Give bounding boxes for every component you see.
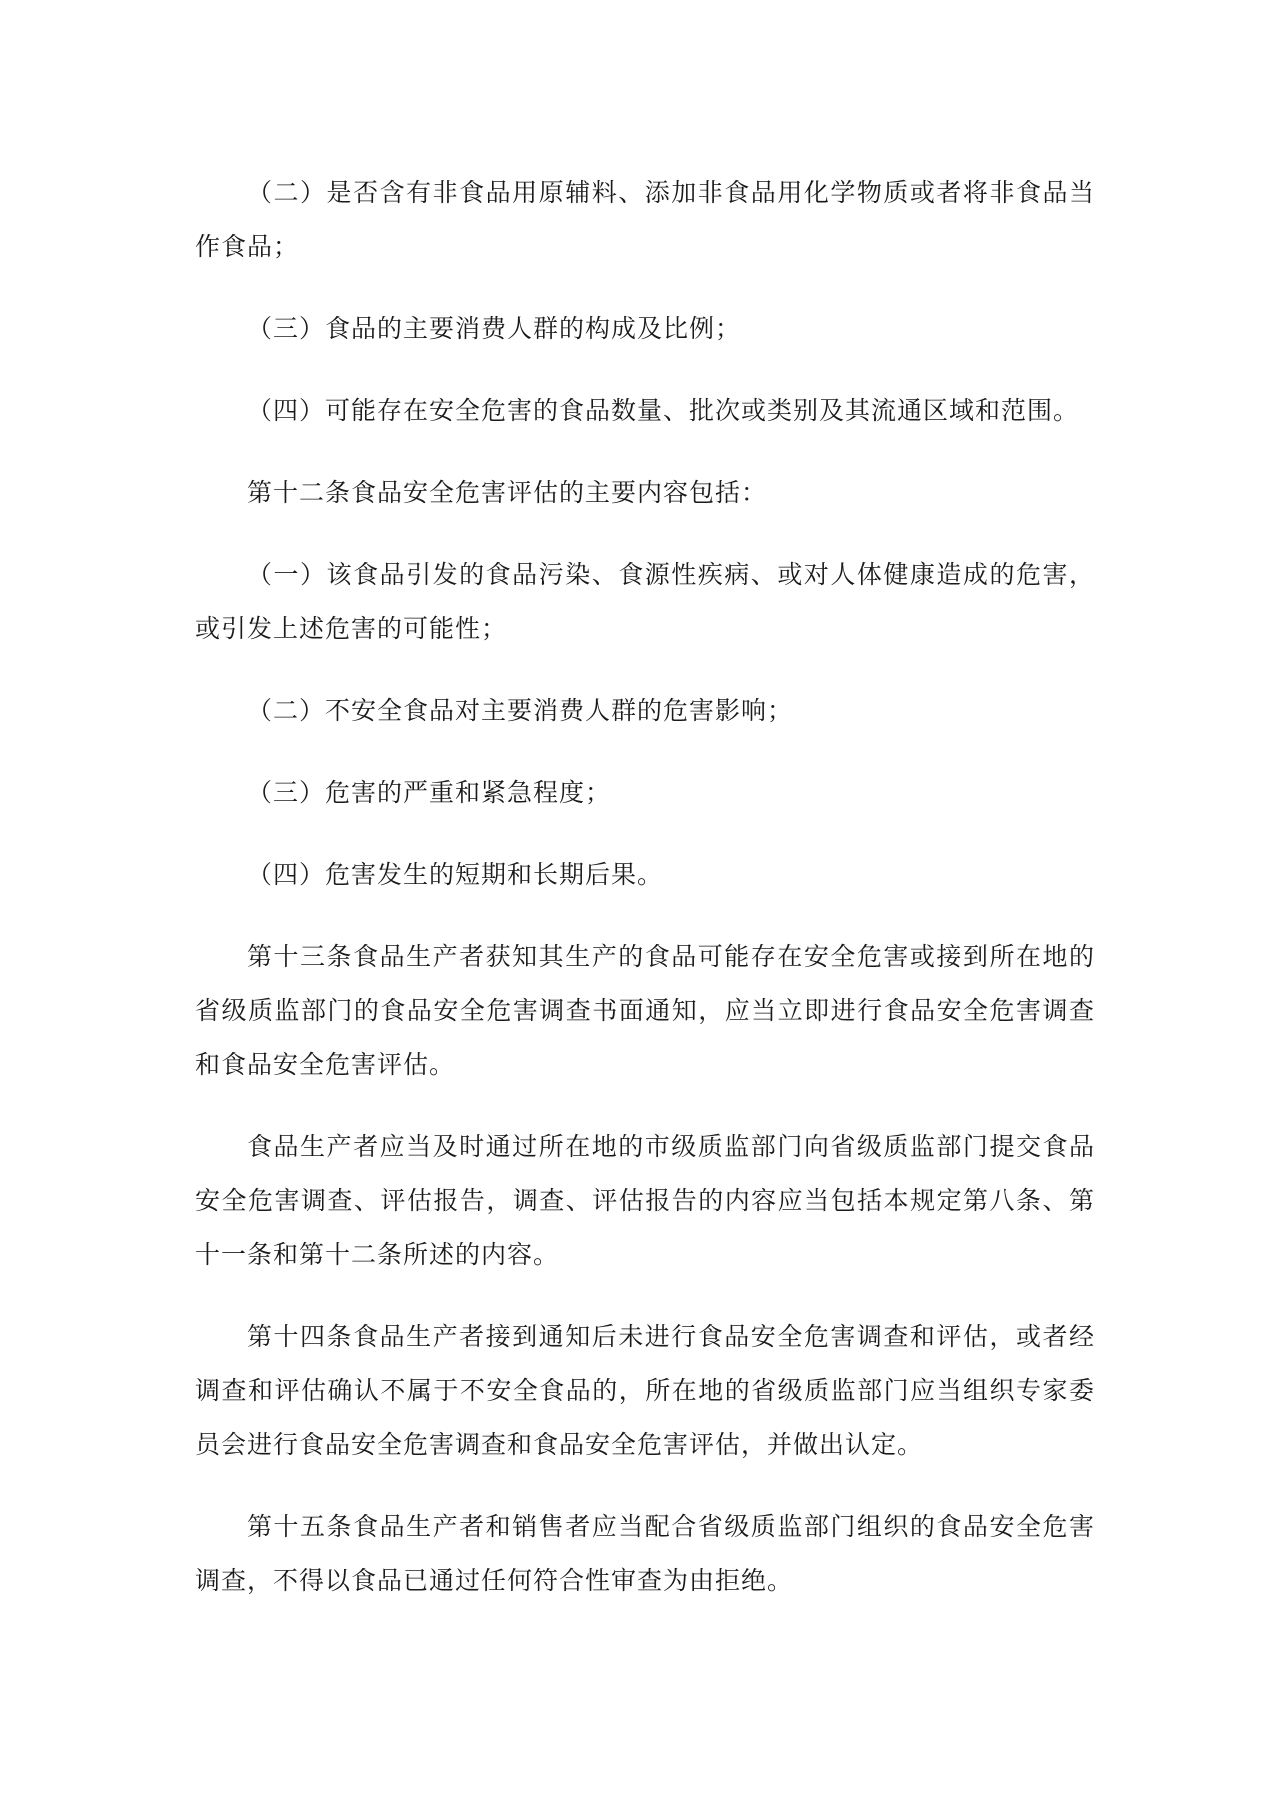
paragraph-5: （一）该食品引发的食品污染、食源性疾病、或对人体健康造成的危害，或引发上述危害的可能性； bbox=[195, 560, 1095, 643]
document-body bbox=[195, 166, 1095, 1636]
paragraph-2: （三）食品的主要消费人群的构成及比例； bbox=[247, 314, 742, 343]
paragraph-1: （二）是否含有非食品用原辅料、添加非食品用化学物质或者将非食品当作食品； bbox=[195, 178, 1095, 261]
paragraph-article-15: 第十五条食品生产者和销售者应当配合省级质监部门组织的食品安全危害调查，不得以食品已通过任何符合性审查为由拒绝。 bbox=[195, 1512, 1095, 1595]
paragraph-article-13: 第十三条食品生产者获知其生产的食品可能存在安全危害或接到所在地的省级质监部门的食品安全危害调查书面通知，应当立即进行食品安全危害调查和食品安全危害评估。 bbox=[195, 942, 1095, 1079]
paragraph-6: （二）不安全食品对主要消费人群的危害影响； bbox=[247, 696, 794, 725]
paragraph-3: （四）可能存在安全危害的食品数量、批次或类别及其流通区域和范围。 bbox=[247, 396, 1080, 425]
paragraph-article-12-heading: 第十二条食品安全危害评估的主要内容包括： bbox=[247, 478, 768, 507]
paragraph-10: 食品生产者应当及时通过所在地的市级质监部门向省级质监部门提交食品安全危害调查、评估报告，调查、评估报告的内容应当包括本规定第八条、第十一条和第十二条所述的内容。 bbox=[195, 1132, 1095, 1269]
paragraph-7: （三）危害的严重和紧急程度； bbox=[247, 778, 612, 807]
paragraph-8: （四）危害发生的短期和长期后果。 bbox=[247, 860, 664, 889]
paragraph-article-14: 第十四条食品生产者接到通知后未进行食品安全危害调查和评估，或者经调查和评估确认不属于不安全食品的，所在地的省级质监部门应当组织专家委员会进行食品安全危害调查和食品安全危害评估，并做出认定。 bbox=[195, 1322, 1095, 1459]
